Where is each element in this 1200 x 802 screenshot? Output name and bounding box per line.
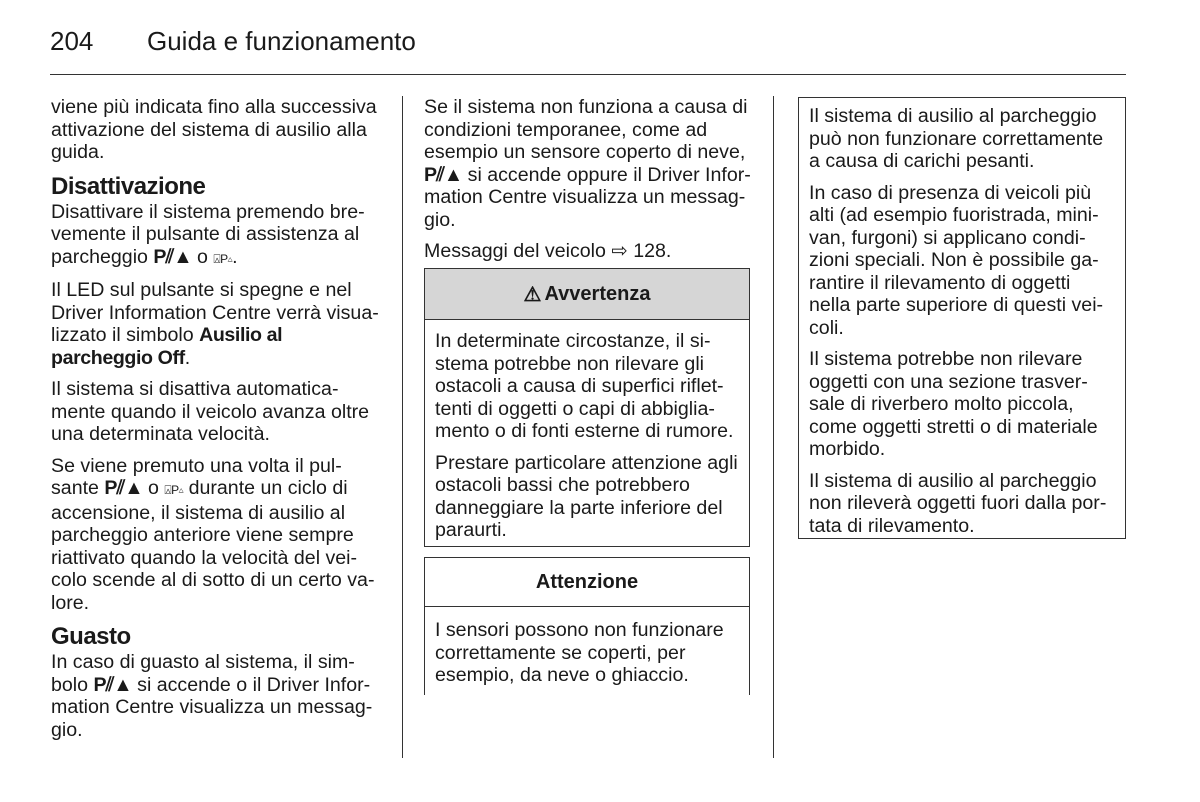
park-assist-icon: P⫽▲ bbox=[93, 673, 132, 696]
front-park-assist-icon: ⍓P▵ bbox=[164, 483, 184, 497]
section-heading-disattivazione: Disattivazione bbox=[51, 172, 206, 200]
page-title: Guida e funzionamento bbox=[147, 26, 416, 56]
page-number: 204 bbox=[50, 26, 94, 56]
warning-title: Avvertenza bbox=[544, 282, 651, 305]
paragraph: viene più indicata fino alla successiva attivazione del sistema di ausilio alla guida. bbox=[51, 96, 377, 163]
paragraph: In caso di guasto al sistema, il sim-bolo P⫽▲ si accende o il Driver Infor-mation Centre visualizza un messag-gio. bbox=[51, 651, 373, 741]
section-heading-guasto: Guasto bbox=[51, 623, 131, 650]
column-middle bbox=[424, 96, 754, 272]
cross-reference: Messaggi del veicolo ⇨ 128. bbox=[424, 240, 672, 262]
paragraph: Il sistema di ausilio al parcheggio può non funzionare correttamente a causa di carichi pesanti. bbox=[809, 105, 1104, 172]
park-assist-icon: P⫽▲ bbox=[424, 163, 463, 186]
paragraph: Il sistema potrebbe non rilevare oggetti con una sezione trasver-sale di riverbero molto piccola, come oggetti stretti o di materiale morbido. bbox=[809, 348, 1098, 460]
park-assist-icon: P⫽▲ bbox=[104, 477, 143, 499]
paragraph: In determinate circostanze, il si-stema potrebbe non rilevare gli ostacoli a causa di superfici riflet-tenti di oggetti o capi di abbiglia-mento o di fonti esterne di rumore. bbox=[435, 330, 734, 442]
paragraph: Se viene premuto una volta il pul-sante P⫽▲ o ⍓P▵ durante un ciclo di accensione, il sistema di ausilio al parcheggio anteriore viene sempre riattivato quando la velocità del vei-colo scende al di sotto di un certo va-lore. bbox=[51, 454, 375, 614]
attention-body bbox=[425, 607, 749, 687]
paragraph: Il sistema di ausilio al parcheggio non rileverà oggetti fuori dalla por-tata di rilevamento. bbox=[809, 469, 1107, 537]
column-right-box bbox=[798, 97, 1126, 539]
paragraph: In caso di presenza di veicoli più alti (ad esempio fuoristrada, mini-van, furgoni) si applicano condi-zioni speciali. Non è possibile ga-rantire il rilevamento di oggetti nella parte superiore di questi vei-coli. bbox=[809, 181, 1104, 339]
attention-header: Attenzione bbox=[425, 558, 749, 607]
paragraph: I sensori possono non funzionare correttamente se coperti, per esempio, da neve o ghiaccio. bbox=[435, 619, 724, 686]
paragraph: Prestare particolare attenzione agli ostacoli bassi che potrebbero danneggiare la parte inferiore del paraurti. bbox=[435, 451, 738, 541]
warning-box bbox=[424, 268, 750, 547]
park-assist-icon: P⫽▲ bbox=[153, 245, 192, 268]
column-divider bbox=[402, 96, 403, 758]
attention-box bbox=[424, 557, 750, 695]
header-divider bbox=[50, 74, 1126, 75]
paragraph: Disattivare il sistema premendo bre-vemente il pulsante di assistenza al parcheggio P⫽▲ o ⍓P▵. bbox=[51, 200, 365, 268]
paragraph: Il sistema si disattiva automatica-mente quando il veicolo avanza oltre una determinata velocità. bbox=[51, 378, 370, 445]
warning-header bbox=[425, 269, 749, 320]
column-left bbox=[51, 96, 381, 750]
paragraph: Il LED sul pulsante si spegne e nel Driver Information Centre verrà visua-lizzato il simbolo Ausilio al parcheggio Off. bbox=[51, 279, 379, 369]
warning-icon: ⚠ bbox=[523, 283, 542, 306]
warning-body bbox=[425, 320, 749, 542]
front-park-assist-icon: ⍓P▵ bbox=[213, 251, 233, 266]
page-header bbox=[50, 24, 1126, 76]
highlighted-term: Ausilio al parcheggio Off bbox=[51, 324, 283, 369]
column-divider bbox=[773, 96, 774, 758]
paragraph: Se il sistema non funziona a causa di condizioni temporanee, come ad esempio un sensore coperto di neve, P⫽▲ si accende oppure il Driver Infor-mation Centre visualizza un messag-gio. bbox=[424, 96, 751, 231]
